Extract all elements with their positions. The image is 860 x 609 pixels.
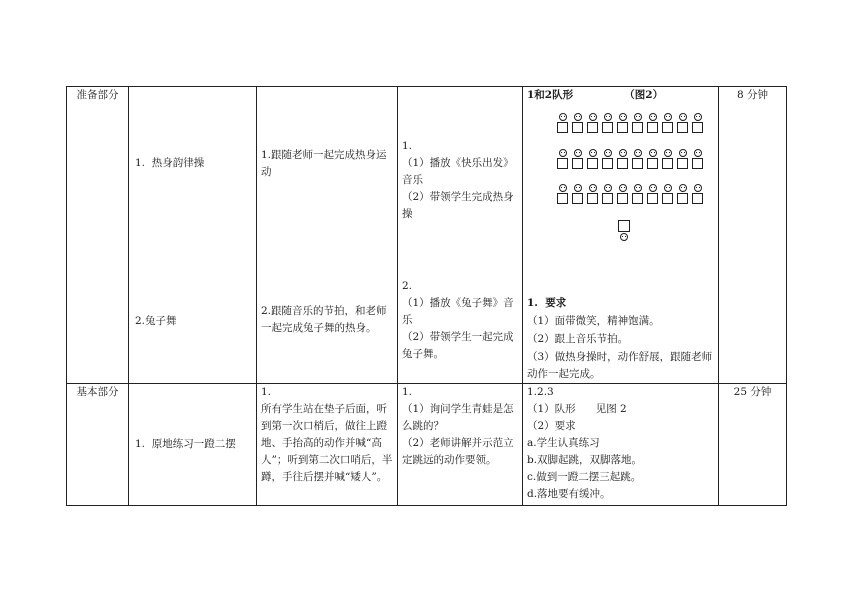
smiley-face-icon: [619, 113, 627, 121]
prep-organization-cell: [523, 87, 719, 384]
smiley-face-icon: [634, 149, 642, 157]
smiley-face-icon: [559, 113, 567, 121]
prep-time-cell: [719, 87, 787, 384]
student-figure: [677, 149, 688, 169]
square-box-icon: [602, 193, 613, 204]
student-figure: [557, 184, 568, 204]
smiley-face-icon: [664, 149, 672, 157]
smiley-face-icon: [664, 184, 672, 192]
student-figure: [557, 149, 568, 169]
smiley-face-icon: [679, 149, 687, 157]
student-figure: [662, 113, 673, 133]
student-figure: [602, 184, 613, 204]
basic-organization-cell: [523, 384, 719, 506]
square-box-icon: [677, 122, 688, 133]
square-box-icon: [647, 122, 658, 133]
square-box-icon: [692, 122, 703, 133]
student-figure: [602, 149, 613, 169]
smiley-face-icon: [604, 184, 612, 192]
requirement-2: （2）跟上音乐节拍。: [527, 333, 629, 345]
basic-student-1: 1. 所有学生站在垫子后面，听到第一次口梢后，做往上蹬地、手抬高的动作并喊“高人”；听到第二次口哨后，半蹲，手往后摆并喊“矮人”。: [261, 386, 393, 483]
basic-org-5: b.双脚起跳，双脚落地。: [527, 454, 643, 466]
square-box-icon: [692, 193, 703, 204]
student-figure: [572, 113, 583, 133]
requirements-title: 1. 要求: [527, 297, 567, 309]
smiley-face-icon: [559, 149, 567, 157]
smiley-face-icon: [604, 113, 612, 121]
student-figure: [572, 149, 583, 169]
student-figure: [587, 184, 598, 204]
square-box-icon: [617, 193, 628, 204]
smiley-face-icon: [559, 184, 567, 192]
basic-org-2: （1）队形 见图 2: [527, 403, 627, 415]
prep-section-cell: [67, 87, 129, 384]
student-figure: [692, 184, 703, 204]
student-figure: [632, 184, 643, 204]
formation-title: 1和2队形 （图2）: [527, 89, 664, 101]
basic-teacher-cell: [398, 384, 523, 506]
square-box-icon: [557, 122, 568, 133]
student-figure: [587, 113, 598, 133]
square-box-icon: [617, 158, 628, 169]
student-figure: [587, 149, 598, 169]
prep-content-1: 1. 热身韵律操: [135, 157, 205, 169]
student-figure: [662, 149, 673, 169]
basic-org-3: （2）要求: [527, 420, 576, 432]
smiley-face-icon: [604, 149, 612, 157]
requirement-1: （1）面带微笑，精神饱满。: [527, 315, 660, 327]
student-figure: [617, 113, 628, 133]
smiley-face-icon: [574, 149, 582, 157]
square-box-icon: [677, 158, 688, 169]
smiley-face-icon: [679, 113, 687, 121]
basic-section-cell: [67, 384, 129, 506]
prep-teacher-cell: [398, 87, 523, 384]
square-box-icon: [662, 122, 673, 133]
requirement-3: （3）做热身操时，动作舒展，跟随老师动作一起完成。: [527, 351, 713, 380]
smiley-face-icon: [694, 149, 702, 157]
square-box-icon: [632, 193, 643, 204]
square-box-icon: [572, 193, 583, 204]
square-box-icon: [587, 193, 598, 204]
basic-content-cell: [129, 384, 257, 506]
smiley-face-icon: [664, 113, 672, 121]
student-figure: [557, 113, 568, 133]
square-box-icon: [572, 122, 583, 133]
basic-org-7: d.落地要有缓冲。: [527, 488, 611, 500]
prep-section-name: 准备部分: [76, 89, 119, 101]
student-figure: [692, 113, 703, 133]
smiley-face-icon: [619, 149, 627, 157]
student-figure: [647, 113, 658, 133]
square-box-icon: [677, 193, 688, 204]
smiley-face-icon: [589, 184, 597, 192]
square-box-icon: [632, 122, 643, 133]
smiley-face-icon: [679, 184, 687, 192]
formation-row: [557, 149, 703, 169]
basic-row: [67, 384, 787, 506]
student-figure: [677, 113, 688, 133]
prep-content-cell: [129, 87, 257, 384]
smiley-face-icon: [589, 113, 597, 121]
square-box-icon: [587, 158, 598, 169]
lesson-plan-table: [66, 86, 787, 506]
square-box-icon: [602, 158, 613, 169]
smiley-face-icon: [574, 184, 582, 192]
basic-time-cell: [719, 384, 787, 506]
smiley-face-icon: [574, 113, 582, 121]
prep-time: 8 分钟: [736, 89, 769, 101]
square-box-icon: [617, 122, 628, 133]
smiley-face-icon: [649, 184, 657, 192]
student-figure: [617, 149, 628, 169]
smiley-face-icon: [620, 233, 628, 241]
student-figure: [647, 149, 658, 169]
student-figure: [647, 184, 658, 204]
prep-student-1: 1.跟随老师一起完成热身运动: [261, 149, 387, 178]
prep-row: [67, 87, 787, 384]
basic-teacher-1: 1. （1）询问学生青蛙是怎么跳的？ （2）老师讲解并示范立定跳远的动作要领。: [402, 386, 514, 466]
smiley-face-icon: [649, 113, 657, 121]
square-box-icon: [662, 193, 673, 204]
student-figure: [572, 184, 583, 204]
square-box-icon: [557, 193, 568, 204]
student-figure: [632, 149, 643, 169]
smiley-face-icon: [634, 184, 642, 192]
basic-org-1: 1.2.3: [527, 386, 554, 398]
basic-org-4: a.学生认真练习: [527, 437, 600, 449]
prep-student-2: 2.跟随音乐的节拍，和老师一起完成兔子舞的热身。: [261, 305, 387, 334]
basic-org-6: c.做到一蹬二摆三起跳。: [527, 471, 642, 483]
smiley-face-icon: [694, 113, 702, 121]
basic-section-name: 基本部分: [76, 386, 119, 398]
smiley-face-icon: [694, 184, 702, 192]
prep-student-cell: [257, 87, 398, 384]
smiley-face-icon: [589, 149, 597, 157]
square-box-icon: [587, 122, 598, 133]
square-box-icon: [692, 158, 703, 169]
prep-teacher-1: 1. （1）播放《快乐出发》音乐 （2）带领学生完成热身操: [402, 140, 514, 220]
square-box-icon: [632, 158, 643, 169]
square-box-icon: [647, 193, 658, 204]
student-figure: [677, 184, 688, 204]
square-box-icon: [647, 158, 658, 169]
square-box-icon: [618, 220, 630, 232]
square-box-icon: [557, 158, 568, 169]
student-figure: [617, 184, 628, 204]
prep-teacher-2: 2. （1）播放《兔子舞》音乐 （2）带领学生一起完成兔子舞。: [402, 280, 514, 360]
basic-student-cell: [257, 384, 398, 506]
student-figure: [632, 113, 643, 133]
basic-time: 25 分钟: [733, 386, 772, 398]
smiley-face-icon: [649, 149, 657, 157]
student-figure: [662, 184, 673, 204]
formation-row: [557, 113, 703, 133]
smiley-face-icon: [619, 184, 627, 192]
prep-content-2: 2.兔子舞: [135, 315, 177, 327]
smiley-face-icon: [634, 113, 642, 121]
formation-row: [557, 184, 703, 204]
teacher-figure: [618, 220, 630, 241]
square-box-icon: [662, 158, 673, 169]
basic-content-1: 1. 原地练习一蹬二摆: [135, 438, 236, 450]
student-figure: [602, 113, 613, 133]
square-box-icon: [572, 158, 583, 169]
square-box-icon: [602, 122, 613, 133]
student-figure: [692, 149, 703, 169]
